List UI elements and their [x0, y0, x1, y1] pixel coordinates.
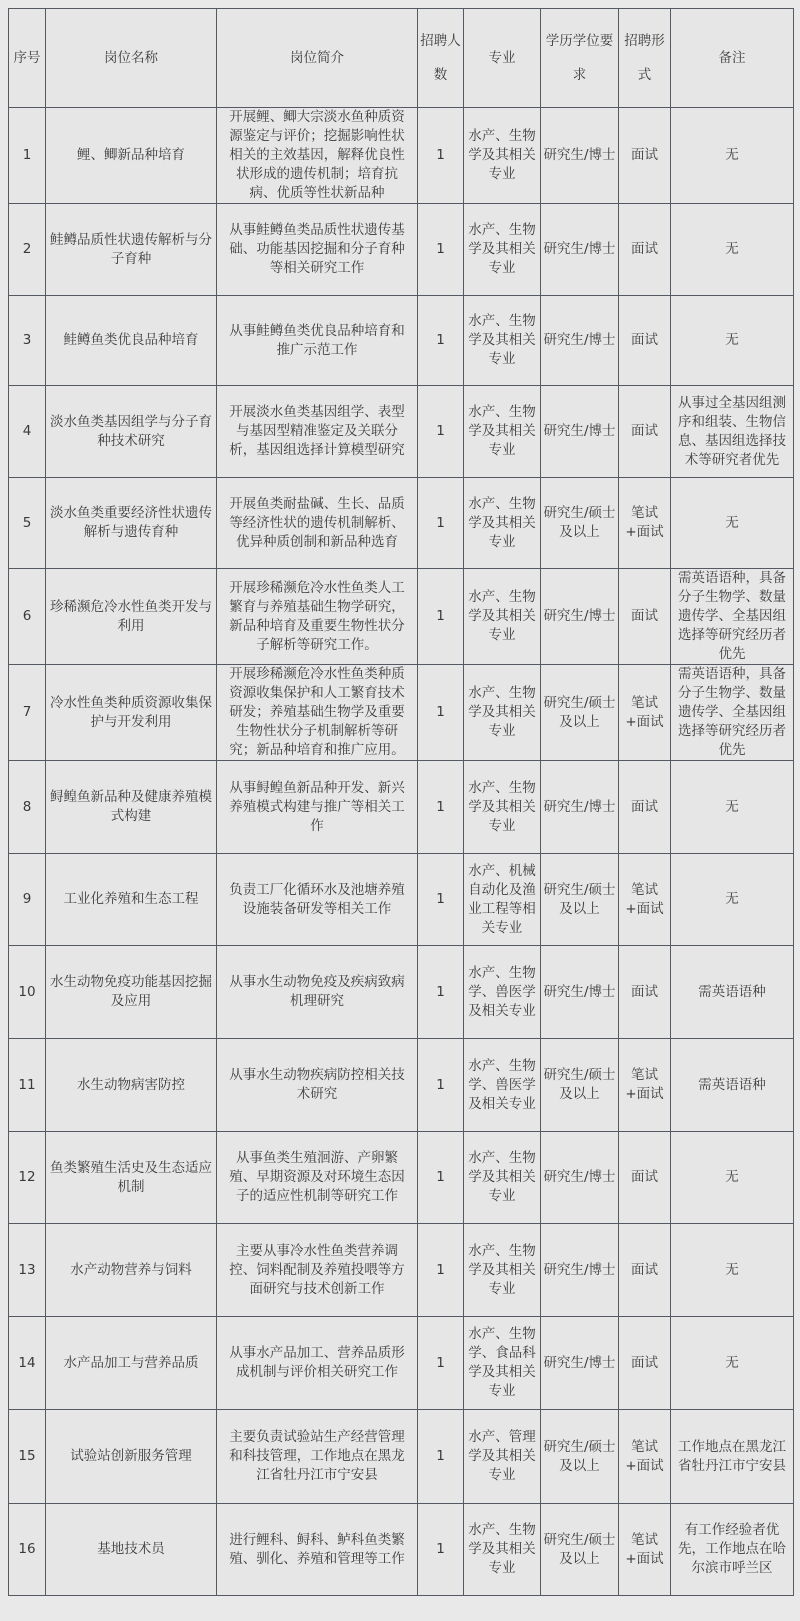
recruitment-table	[8, 8, 794, 1596]
cell-no: 12	[9, 1132, 46, 1224]
cell-notes: 无	[671, 854, 794, 946]
header-notes: 备注	[671, 9, 794, 108]
header-position-description: 岗位简介	[217, 9, 418, 108]
table-header-row	[9, 9, 794, 108]
cell-major: 水产、生物学及其相关专业	[464, 1224, 541, 1317]
cell-headcount: 1	[418, 665, 464, 761]
cell-position-description: 主要从事冷水性鱼类营养调控、饲料配制及养殖投喂等方面研究与技术创新工作	[217, 1224, 418, 1317]
cell-recruitment-form: 笔试+面试	[619, 854, 671, 946]
cell-no: 5	[9, 478, 46, 569]
cell-education: 研究生/博士	[541, 1317, 619, 1410]
table-row	[9, 204, 794, 296]
cell-education: 研究生/博士	[541, 1132, 619, 1224]
cell-position-description: 进行鲤科、鲟科、鲈科鱼类繁殖、驯化、养殖和管理等工作	[217, 1504, 418, 1596]
table-row	[9, 386, 794, 478]
cell-position-description: 从事鲟鳇鱼新品种开发、新兴养殖模式构建与推广等相关工作	[217, 761, 418, 854]
table-row	[9, 1504, 794, 1596]
table-row	[9, 665, 794, 761]
cell-notes: 工作地点在黑龙江省牡丹江市宁安县	[671, 1410, 794, 1504]
cell-position-description: 从事鲑鳟鱼类优良品种培育和推广示范工作	[217, 296, 418, 386]
cell-recruitment-form: 面试	[619, 1317, 671, 1410]
cell-position-name: 冷水性鱼类种质资源收集保护与开发利用	[46, 665, 217, 761]
table-row	[9, 478, 794, 569]
cell-no: 8	[9, 761, 46, 854]
cell-education: 研究生/硕士及以上	[541, 665, 619, 761]
cell-position-name: 工业化养殖和生态工程	[46, 854, 217, 946]
header-education: 学历学位要求	[541, 9, 619, 108]
header-recruitment-form: 招聘形式	[619, 9, 671, 108]
cell-notes: 需英语语种，具备分子生物学、数量遗传学、全基因组选择等研究经历者优先	[671, 665, 794, 761]
cell-no: 13	[9, 1224, 46, 1317]
cell-education: 研究生/硕士及以上	[541, 1039, 619, 1132]
cell-notes: 无	[671, 478, 794, 569]
cell-headcount: 1	[418, 1317, 464, 1410]
cell-position-name: 鲑鳟鱼类优良品种培育	[46, 296, 217, 386]
cell-position-name: 鲤、鲫新品种培育	[46, 108, 217, 204]
cell-education: 研究生/硕士及以上	[541, 1504, 619, 1596]
cell-position-description: 开展鱼类耐盐碱、生长、品质等经济性状的遗传机制解析、优异种质创制和新品种选育	[217, 478, 418, 569]
cell-major: 水产、机械自动化及渔业工程等相关专业	[464, 854, 541, 946]
table-row	[9, 1224, 794, 1317]
cell-major: 水产、生物学及其相关专业	[464, 296, 541, 386]
cell-notes: 无	[671, 108, 794, 204]
cell-notes: 需英语语种	[671, 946, 794, 1039]
cell-recruitment-form: 面试	[619, 569, 671, 665]
cell-no: 7	[9, 665, 46, 761]
cell-no: 16	[9, 1504, 46, 1596]
cell-major: 水产、生物学、食品科学及其相关专业	[464, 1317, 541, 1410]
cell-position-name: 水生动物病害防控	[46, 1039, 217, 1132]
cell-headcount: 1	[418, 1039, 464, 1132]
cell-no: 4	[9, 386, 46, 478]
cell-position-description: 从事水产品加工、营养品质形成机制与评价相关研究工作	[217, 1317, 418, 1410]
table-row	[9, 1410, 794, 1504]
cell-headcount: 1	[418, 569, 464, 665]
cell-headcount: 1	[418, 1224, 464, 1317]
cell-education: 研究生/博士	[541, 386, 619, 478]
table-row	[9, 946, 794, 1039]
cell-recruitment-form: 笔试+面试	[619, 1039, 671, 1132]
cell-education: 研究生/硕士及以上	[541, 1410, 619, 1504]
cell-position-name: 鲑鳟品质性状遗传解析与分子育种	[46, 204, 217, 296]
cell-position-name: 淡水鱼类基因组学与分子育种技术研究	[46, 386, 217, 478]
cell-major: 水产、生物学、兽医学及相关专业	[464, 946, 541, 1039]
cell-education: 研究生/博士	[541, 1224, 619, 1317]
table-row	[9, 1317, 794, 1410]
cell-education: 研究生/博士	[541, 204, 619, 296]
cell-major: 水产、生物学及其相关专业	[464, 1132, 541, 1224]
cell-no: 9	[9, 854, 46, 946]
cell-education: 研究生/博士	[541, 108, 619, 204]
cell-headcount: 1	[418, 1132, 464, 1224]
cell-position-description: 从事水生动物免疫及疾病致病机理研究	[217, 946, 418, 1039]
cell-position-description: 从事鲑鳟鱼类品质性状遗传基础、功能基因挖掘和分子育种等相关研究工作	[217, 204, 418, 296]
cell-position-description: 从事水生动物疾病防控相关技术研究	[217, 1039, 418, 1132]
cell-position-description: 开展珍稀濒危冷水性鱼类人工繁育与养殖基础生物学研究，新品种培育及重要生物性状分子解析等研究工作。	[217, 569, 418, 665]
table-row	[9, 761, 794, 854]
cell-headcount: 1	[418, 854, 464, 946]
cell-no: 11	[9, 1039, 46, 1132]
cell-recruitment-form: 面试	[619, 761, 671, 854]
cell-headcount: 1	[418, 296, 464, 386]
cell-major: 水产、生物学及其相关专业	[464, 1504, 541, 1596]
cell-notes: 从事过全基因组测序和组装、生物信息、基因组选择技术等研究者优先	[671, 386, 794, 478]
cell-no: 15	[9, 1410, 46, 1504]
header-no: 序号	[9, 9, 46, 108]
cell-no: 14	[9, 1317, 46, 1410]
cell-notes: 无	[671, 761, 794, 854]
cell-notes: 需英语语种，具备分子生物学、数量遗传学、全基因组选择等研究经历者优先	[671, 569, 794, 665]
cell-position-name: 试验站创新服务管理	[46, 1410, 217, 1504]
cell-headcount: 1	[418, 478, 464, 569]
cell-recruitment-form: 笔试+面试	[619, 478, 671, 569]
cell-position-name: 水产品加工与营养品质	[46, 1317, 217, 1410]
header-headcount: 招聘人数	[418, 9, 464, 108]
cell-education: 研究生/博士	[541, 946, 619, 1039]
header-major: 专业	[464, 9, 541, 108]
cell-position-description: 开展淡水鱼类基因组学、表型与基因型精准鉴定及关联分析，基因组选择计算模型研究	[217, 386, 418, 478]
table-row	[9, 108, 794, 204]
cell-position-description: 从事鱼类生殖洄游、产卵繁殖、早期资源及对环境生态因子的适应性机制等研究工作	[217, 1132, 418, 1224]
cell-education: 研究生/博士	[541, 761, 619, 854]
cell-no: 2	[9, 204, 46, 296]
cell-recruitment-form: 面试	[619, 204, 671, 296]
cell-major: 水产、生物学及其相关专业	[464, 386, 541, 478]
cell-recruitment-form: 面试	[619, 1132, 671, 1224]
cell-position-name: 鲟鳇鱼新品种及健康养殖模式构建	[46, 761, 217, 854]
table-row	[9, 569, 794, 665]
cell-position-description: 开展珍稀濒危冷水性鱼类种质资源收集保护和人工繁育技术研发；养殖基础生物学及重要生物性状分子机制解析等研究；新品种培育和推广应用。	[217, 665, 418, 761]
cell-no: 6	[9, 569, 46, 665]
cell-major: 水产、管理学及其相关专业	[464, 1410, 541, 1504]
cell-major: 水产、生物学及其相关专业	[464, 478, 541, 569]
cell-recruitment-form: 笔试+面试	[619, 1504, 671, 1596]
cell-headcount: 1	[418, 946, 464, 1039]
cell-recruitment-form: 面试	[619, 296, 671, 386]
cell-major: 水产、生物学及其相关专业	[464, 665, 541, 761]
cell-notes: 无	[671, 296, 794, 386]
cell-no: 10	[9, 946, 46, 1039]
cell-recruitment-form: 面试	[619, 108, 671, 204]
cell-major: 水产、生物学及其相关专业	[464, 108, 541, 204]
cell-education: 研究生/硕士及以上	[541, 854, 619, 946]
header-position-name: 岗位名称	[46, 9, 217, 108]
cell-recruitment-form: 笔试+面试	[619, 1410, 671, 1504]
cell-education: 研究生/博士	[541, 296, 619, 386]
cell-position-description: 开展鲤、鲫大宗淡水鱼种质资源鉴定与评价；挖掘影响性状相关的主效基因，解释优良性状形成的遗传机制；培育抗病、优质等性状新品种	[217, 108, 418, 204]
table-row	[9, 1039, 794, 1132]
cell-no: 3	[9, 296, 46, 386]
cell-recruitment-form: 面试	[619, 946, 671, 1039]
table-row	[9, 854, 794, 946]
cell-position-name: 水产动物营养与饲料	[46, 1224, 217, 1317]
cell-education: 研究生/硕士及以上	[541, 478, 619, 569]
cell-position-name: 淡水鱼类重要经济性状遗传解析与遗传育种	[46, 478, 217, 569]
cell-major: 水产、生物学及其相关专业	[464, 569, 541, 665]
cell-headcount: 1	[418, 1504, 464, 1596]
cell-notes: 无	[671, 1132, 794, 1224]
cell-recruitment-form: 面试	[619, 386, 671, 478]
cell-headcount: 1	[418, 761, 464, 854]
cell-major: 水产、生物学、兽医学及相关专业	[464, 1039, 541, 1132]
cell-headcount: 1	[418, 108, 464, 204]
cell-notes: 有工作经验者优先，工作地点在哈尔滨市呼兰区	[671, 1504, 794, 1596]
table-row	[9, 296, 794, 386]
cell-recruitment-form: 面试	[619, 1224, 671, 1317]
cell-position-name: 鱼类繁殖生活史及生态适应机制	[46, 1132, 217, 1224]
cell-headcount: 1	[418, 386, 464, 478]
cell-headcount: 1	[418, 204, 464, 296]
cell-major: 水产、生物学及其相关专业	[464, 204, 541, 296]
cell-position-name: 珍稀濒危冷水性鱼类开发与利用	[46, 569, 217, 665]
cell-position-description: 负责工厂化循环水及池塘养殖设施装备研发等相关工作	[217, 854, 418, 946]
cell-major: 水产、生物学及其相关专业	[464, 761, 541, 854]
cell-position-description: 主要负责试验站生产经营管理和科技管理，工作地点在黑龙江省牡丹江市宁安县	[217, 1410, 418, 1504]
table-row	[9, 1132, 794, 1224]
cell-no: 1	[9, 108, 46, 204]
cell-education: 研究生/博士	[541, 569, 619, 665]
cell-notes: 需英语语种	[671, 1039, 794, 1132]
cell-headcount: 1	[418, 1410, 464, 1504]
cell-notes: 无	[671, 1224, 794, 1317]
cell-recruitment-form: 笔试+面试	[619, 665, 671, 761]
cell-position-name: 水生动物免疫功能基因挖掘及应用	[46, 946, 217, 1039]
cell-notes: 无	[671, 1317, 794, 1410]
cell-notes: 无	[671, 204, 794, 296]
cell-position-name: 基地技术员	[46, 1504, 217, 1596]
